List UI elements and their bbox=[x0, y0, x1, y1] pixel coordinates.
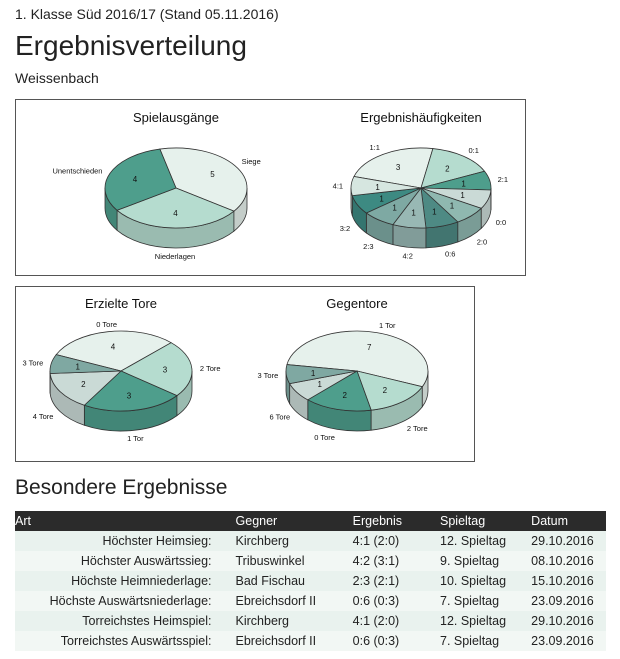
pie-value-6-tore: 1 bbox=[317, 380, 323, 390]
chart-panel-goals bbox=[15, 286, 475, 462]
page-title: Ergebnisverteilung bbox=[15, 30, 247, 61]
chart-panel-goals-svg bbox=[16, 287, 474, 461]
pie-value-1-1: 3 bbox=[395, 162, 401, 172]
pie-label-4-2: 4:2 bbox=[402, 251, 413, 261]
pie-label-0-1: 0:1 bbox=[468, 145, 479, 155]
pie-label-unentschieden: Unentschieden bbox=[52, 166, 103, 176]
pie-chart-ergebnishaeufigkeiten bbox=[333, 110, 508, 260]
pie-label-4-tore: 4 Tore bbox=[32, 411, 54, 421]
pie-label-4-1: 4:1 bbox=[332, 181, 344, 191]
cell-spieltag: 7. Spieltag bbox=[440, 631, 531, 651]
chart-title: Ergebnishäufigkeiten bbox=[360, 110, 482, 125]
pie-chart-gegentore bbox=[258, 296, 428, 442]
pie-label-2-tore: 2 Tore bbox=[199, 364, 221, 374]
cell-datum: 15.10.2016 bbox=[531, 571, 606, 591]
chart-title: Gegentore bbox=[326, 296, 388, 311]
pie-label-0-6: 0:6 bbox=[444, 249, 456, 259]
table-row bbox=[15, 631, 606, 651]
pie-value-4-1: 1 bbox=[375, 182, 380, 192]
pie-value-4-tore: 2 bbox=[81, 379, 86, 389]
cell-gegner: Ebreichsdorf II bbox=[230, 591, 353, 611]
chart-title: Erzielte Tore bbox=[84, 296, 158, 311]
cell-gegner: Ebreichsdorf II bbox=[230, 631, 353, 651]
cell-ergebnis: 4:1 (2:0) bbox=[353, 611, 440, 631]
cell-datum: 29.10.2016 bbox=[531, 531, 606, 551]
cell-art: Höchster Auswärtssieg: bbox=[15, 551, 230, 571]
pie-value-1-tor: 7 bbox=[367, 343, 372, 353]
pie-value-niederlagen: 4 bbox=[173, 208, 178, 218]
pie-value-3-tore: 1 bbox=[75, 362, 80, 372]
pie-value-1-tor: 3 bbox=[126, 391, 132, 401]
pie-label-1-tor: 1 Tor bbox=[127, 434, 144, 444]
cell-gegner: Kirchberg bbox=[230, 531, 353, 551]
pie-value-2-1: 1 bbox=[461, 179, 466, 189]
pie-value-3-2: 1 bbox=[379, 194, 384, 204]
column-header-ergebnis: Ergebnis bbox=[353, 511, 440, 531]
pie-label-3-tore: 3 Tore bbox=[22, 358, 44, 368]
table-header-row bbox=[15, 511, 606, 531]
pie-label-1-tor: 1 Tor bbox=[379, 320, 396, 330]
pie-value-0-0: 1 bbox=[460, 191, 465, 201]
pie-value-4-2: 1 bbox=[411, 208, 416, 218]
cell-ergebnis: 4:1 (2:0) bbox=[353, 531, 440, 551]
cell-gegner: Bad Fischau bbox=[230, 571, 353, 591]
special-results-table bbox=[15, 511, 606, 651]
pie-label-siege: Siege bbox=[241, 157, 261, 167]
pie-chart-erzielte-tore bbox=[23, 296, 221, 443]
cell-art: Torreichstes Auswärtsspiel: bbox=[15, 631, 230, 651]
table-row bbox=[15, 571, 606, 591]
cell-art: Höchste Auswärtsniederlage: bbox=[15, 591, 230, 611]
cell-spieltag: 9. Spieltag bbox=[440, 551, 531, 571]
pie-chart-spielausgaenge bbox=[52, 110, 260, 261]
pie-label-3-tore: 3 Tore bbox=[257, 370, 279, 380]
pie-label-2-1: 2:1 bbox=[497, 174, 509, 184]
chart-panel-results bbox=[15, 99, 526, 276]
pie-value-2-0: 1 bbox=[449, 201, 455, 211]
cell-art: Höchster Heimsieg: bbox=[15, 531, 230, 551]
cell-art: Höchste Heimniederlage: bbox=[15, 571, 230, 591]
pie-value-unentschieden: 4 bbox=[132, 174, 138, 184]
cell-ergebnis: 0:6 (0:3) bbox=[353, 631, 440, 651]
column-header-art: Art bbox=[15, 511, 230, 531]
special-results-heading: Besondere Ergebnisse bbox=[15, 476, 228, 499]
table-row bbox=[15, 611, 606, 631]
pie-value-2-3: 1 bbox=[392, 203, 397, 213]
chart-panel-results-svg bbox=[16, 100, 525, 275]
table-row bbox=[15, 591, 606, 611]
pie-value-2-tore: 3 bbox=[162, 365, 168, 375]
cell-gegner: Tribuswinkel bbox=[230, 551, 353, 571]
cell-datum: 08.10.2016 bbox=[531, 551, 606, 571]
cell-spieltag: 12. Spieltag bbox=[440, 531, 531, 551]
pie-value-0-6: 1 bbox=[432, 207, 437, 217]
pie-label-6-tore: 6 Tore bbox=[269, 412, 291, 422]
cell-ergebnis: 0:6 (0:3) bbox=[353, 591, 440, 611]
pie-value-0-1: 2 bbox=[445, 164, 450, 174]
column-header-datum: Datum bbox=[531, 511, 606, 531]
cell-spieltag: 10. Spieltag bbox=[440, 571, 531, 591]
pie-value-0-tore: 2 bbox=[342, 390, 347, 400]
cell-spieltag: 7. Spieltag bbox=[440, 591, 531, 611]
cell-spieltag: 12. Spieltag bbox=[440, 611, 531, 631]
cell-datum: 23.09.2016 bbox=[531, 631, 606, 651]
cell-art: Torreichstes Heimspiel: bbox=[15, 611, 230, 631]
cell-ergebnis: 2:3 (2:1) bbox=[353, 571, 440, 591]
cell-gegner: Kirchberg bbox=[230, 611, 353, 631]
pie-label-2-3: 2:3 bbox=[363, 242, 374, 252]
table-row bbox=[15, 551, 606, 571]
pie-value-2-tore: 2 bbox=[382, 386, 388, 396]
pie-value-3-tore: 1 bbox=[310, 368, 316, 378]
pie-label-1-1: 1:1 bbox=[369, 143, 380, 153]
pie-value-0-tore: 4 bbox=[110, 342, 116, 352]
cell-datum: 29.10.2016 bbox=[531, 611, 606, 631]
cell-ergebnis: 4:2 (3:1) bbox=[353, 551, 440, 571]
chart-title: Spielausgänge bbox=[132, 110, 220, 125]
league-label: 1. Klasse Süd 2016/17 (Stand 05.11.2016) bbox=[15, 6, 279, 22]
column-header-spieltag: Spieltag bbox=[440, 511, 531, 531]
pie-value-siege: 5 bbox=[210, 170, 215, 180]
pie-label-2-0: 2:0 bbox=[476, 237, 488, 247]
pie-label-0-tore: 0 Tore bbox=[96, 319, 118, 329]
table-row bbox=[15, 531, 606, 551]
cell-datum: 23.09.2016 bbox=[531, 591, 606, 611]
pie-label-0-0: 0:0 bbox=[495, 217, 507, 227]
pie-label-niederlagen: Niederlagen bbox=[154, 251, 196, 261]
pie-label-0-tore: 0 Tore bbox=[314, 433, 335, 443]
column-header-gegner: Gegner bbox=[230, 511, 353, 531]
club-name: Weissenbach bbox=[15, 70, 99, 86]
pie-label-2-tore: 2 Tore bbox=[406, 424, 428, 434]
pie-label-3-2: 3:2 bbox=[339, 224, 351, 234]
